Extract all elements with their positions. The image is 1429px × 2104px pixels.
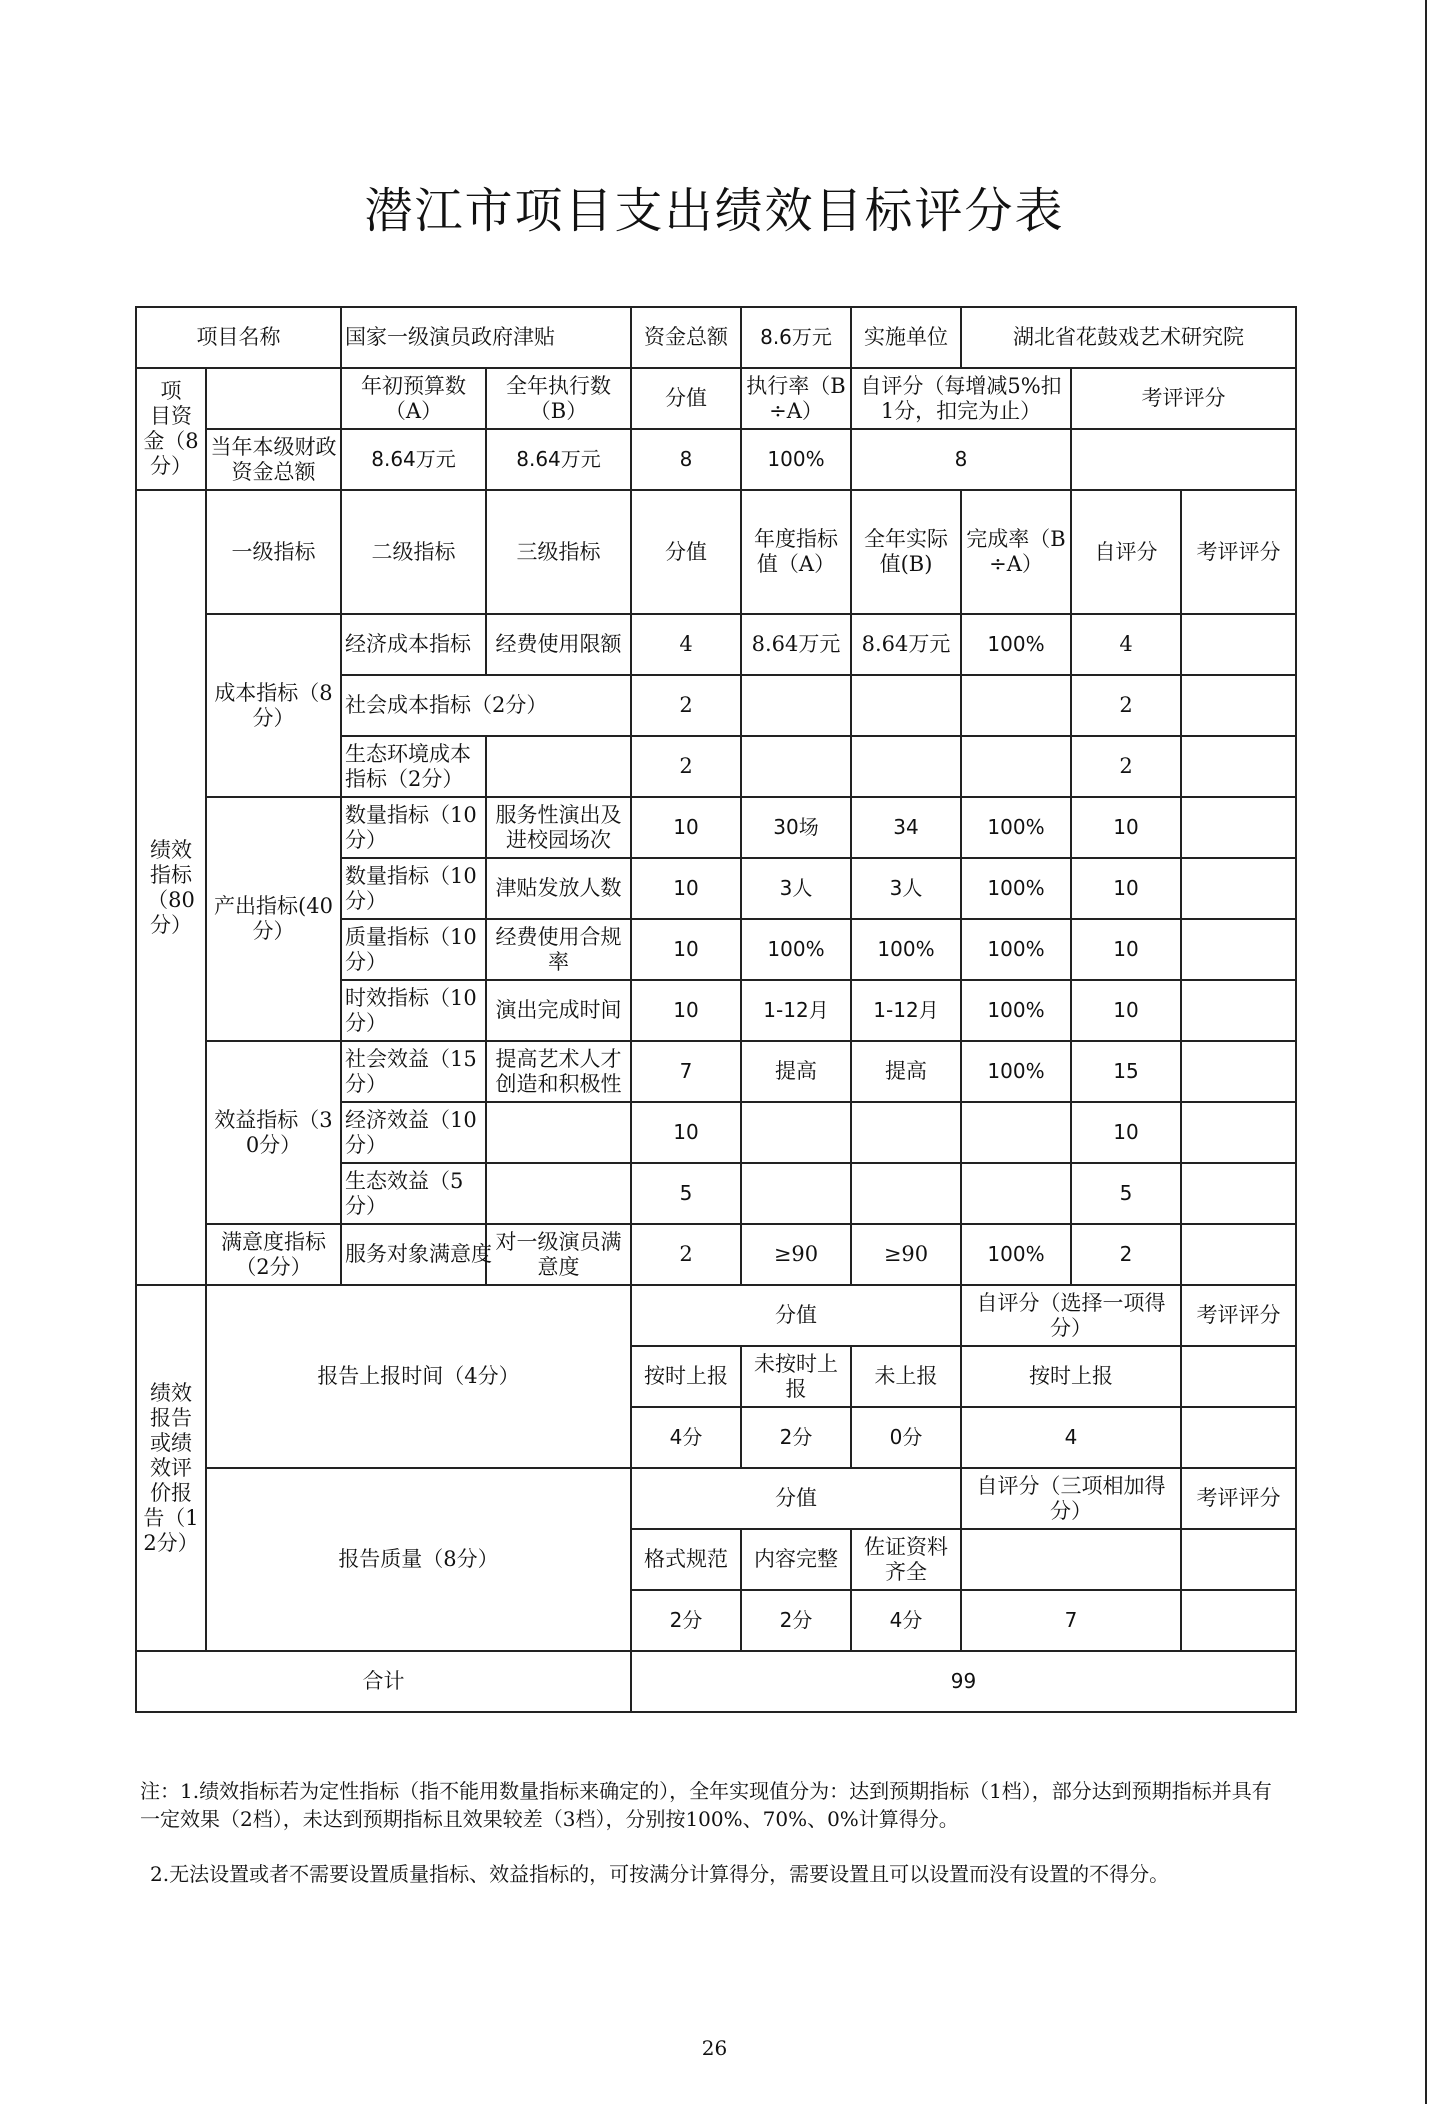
- perf-l3-cell: 津贴发放人数: [486, 858, 631, 919]
- funds-score-header: 分值: [631, 368, 741, 429]
- perf-target-cell: [741, 675, 851, 736]
- page-edge-line: [1425, 0, 1427, 2104]
- perf-self-cell: 4: [1071, 614, 1181, 675]
- perf-l3-cell: 演出完成时间: [486, 980, 631, 1041]
- total-value: 99: [631, 1651, 1296, 1712]
- project-info-row: [136, 307, 1296, 368]
- perf-l3-cell: [486, 1163, 631, 1224]
- benefit-indicator-label: 效益指标（30分）: [206, 1041, 341, 1224]
- perf-rate-cell: 100%: [961, 980, 1071, 1041]
- unit-value: 湖北省花鼓戏艺术研究院: [961, 307, 1296, 368]
- perf-actual-cell: [851, 675, 961, 736]
- rate-value: 100%: [741, 429, 851, 490]
- perf-review-cell: [1181, 919, 1296, 980]
- funds-score-value: 8: [631, 429, 741, 490]
- perf-target-cell: [741, 1102, 851, 1163]
- perf-rate-header: 完成率（B÷A）: [961, 490, 1071, 614]
- perf-actual-cell: 34: [851, 797, 961, 858]
- budget-header: 年初预算数（A）: [341, 368, 486, 429]
- report-quality-self-score: 7: [961, 1590, 1181, 1651]
- perf-l3-header: 三级指标: [486, 490, 631, 614]
- perf-actual-cell: 提高: [851, 1041, 961, 1102]
- perf-review-cell: [1181, 1102, 1296, 1163]
- perf-actual-cell: 100%: [851, 919, 961, 980]
- perf-actual-cell: [851, 1163, 961, 1224]
- report-section-label: 绩效报告或绩效评价报告（12分）: [136, 1285, 206, 1651]
- table-row: [136, 614, 1296, 675]
- note-2: 2.无法设置或者不需要设置质量指标、效益指标的，可按满分计算得分，需要设置且可以设置而没有设置的不得分。: [150, 1862, 1170, 1886]
- perf-review-cell: [1181, 675, 1296, 736]
- perf-review-cell: [1181, 1224, 1296, 1285]
- perf-self-cell: 2: [1071, 1224, 1181, 1285]
- page-number: 26: [701, 2036, 728, 2060]
- report-option-none: 未上报: [851, 1346, 961, 1407]
- report-quality-format-points: 2分: [631, 1590, 741, 1651]
- report-time-header-row: [136, 1285, 1296, 1346]
- table-row: [136, 1224, 1296, 1285]
- funds-self-value: 8: [851, 429, 1071, 490]
- report-time-review-label: 考评评分: [1181, 1285, 1296, 1346]
- perf-rate-cell: 100%: [961, 919, 1071, 980]
- perf-self-cell: 10: [1071, 919, 1181, 980]
- perf-score-cell: 2: [631, 1224, 741, 1285]
- funds-review-value: [1071, 429, 1296, 490]
- funds-data-row: [136, 429, 1296, 490]
- fund-total-label: 资金总额: [631, 307, 741, 368]
- perf-rate-cell: 100%: [961, 1041, 1071, 1102]
- perf-review-cell: [1181, 1163, 1296, 1224]
- perf-review-cell: [1181, 980, 1296, 1041]
- report-quality-header-row: [136, 1468, 1296, 1529]
- perf-l2-cell: 服务对象满意度: [341, 1224, 486, 1285]
- table-row: [136, 797, 1296, 858]
- satisfaction-indicator-label: 满意度指标（2分）: [206, 1224, 341, 1285]
- perf-review-cell: [1181, 614, 1296, 675]
- report-quality-format: 格式规范: [631, 1529, 741, 1590]
- perf-self-cell: 10: [1071, 797, 1181, 858]
- report-quality-content-points: 2分: [741, 1590, 851, 1651]
- report-option-ontime: 按时上报: [631, 1346, 741, 1407]
- output-indicator-label: 产出指标(40分）: [206, 797, 341, 1041]
- perf-rate-cell: [961, 675, 1071, 736]
- perf-target-cell: [741, 736, 851, 797]
- page-title: 潜江市项目支出绩效目标评分表: [364, 183, 1065, 239]
- perf-l3-cell: 对一级演员满意度: [486, 1224, 631, 1285]
- perf-score-cell: 10: [631, 858, 741, 919]
- report-quality-score-label: 分值: [631, 1468, 961, 1529]
- report-time-review-score: [1181, 1407, 1296, 1468]
- perf-l3-cell: 提高艺术人才创造和积极性: [486, 1041, 631, 1102]
- perf-l2-cell: 时效指标（10分）: [341, 980, 486, 1041]
- report-quality-label: 报告质量（8分）: [206, 1468, 631, 1651]
- unit-label: 实施单位: [851, 307, 961, 368]
- perf-self-cell: 10: [1071, 980, 1181, 1041]
- perf-section-label: 绩效指标（80分）: [136, 490, 206, 1285]
- report-time-self-value: 按时上报: [961, 1346, 1181, 1407]
- perf-l2-cell: 社会效益（15分）: [341, 1041, 486, 1102]
- perf-self-cell: 15: [1071, 1041, 1181, 1102]
- perf-l1-header: 一级指标: [206, 490, 341, 614]
- perf-l3-cell: [486, 736, 631, 797]
- perf-rate-cell: [961, 1163, 1071, 1224]
- perf-target-cell: 8.64万元: [741, 614, 851, 675]
- perf-l3-cell: 经费使用限额: [486, 614, 631, 675]
- perf-score-cell: 10: [631, 980, 741, 1041]
- perf-score-cell: 10: [631, 919, 741, 980]
- report-quality-content: 内容完整: [741, 1529, 851, 1590]
- report-quality-review-score: [1181, 1590, 1296, 1651]
- funds-row-label: 当年本级财政资金总额: [206, 429, 341, 490]
- funds-header-row: [136, 368, 1296, 429]
- perf-self-cell: 10: [1071, 858, 1181, 919]
- funds-self-header: 自评分（每增减5%扣1分，扣完为止）: [851, 368, 1071, 429]
- perf-review-cell: [1181, 797, 1296, 858]
- perf-l3-cell: [486, 1102, 631, 1163]
- perf-self-cell: 2: [1071, 736, 1181, 797]
- executed-value: 8.64万元: [486, 429, 631, 490]
- perf-l2-header: 二级指标: [341, 490, 486, 614]
- perf-actual-cell: ≥90: [851, 1224, 961, 1285]
- perf-actual-cell: 3人: [851, 858, 961, 919]
- perf-target-cell: 100%: [741, 919, 851, 980]
- perf-l2-cell: 质量指标（10分）: [341, 919, 486, 980]
- report-quality-review-label: 考评评分: [1181, 1468, 1296, 1529]
- perf-self-cell: 5: [1071, 1163, 1181, 1224]
- report-time-label: 报告上报时间（4分）: [206, 1285, 631, 1468]
- report-points-ontime: 4分: [631, 1407, 741, 1468]
- perf-target-cell: 提高: [741, 1041, 851, 1102]
- perf-target-cell: 1-12月: [741, 980, 851, 1041]
- report-time-score-label: 分值: [631, 1285, 961, 1346]
- perf-target-cell: 3人: [741, 858, 851, 919]
- perf-actual-cell: [851, 1102, 961, 1163]
- cost-indicator-label: 成本指标（8分）: [206, 614, 341, 797]
- perf-score-cell: 4: [631, 614, 741, 675]
- perf-rate-cell: 100%: [961, 858, 1071, 919]
- funds-section-label: 项 目资 金（8分）: [136, 368, 206, 490]
- perf-l3-cell: 服务性演出及进校园场次: [486, 797, 631, 858]
- total-row: [136, 1651, 1296, 1712]
- perf-self-cell: 10: [1071, 1102, 1181, 1163]
- score-table: [135, 306, 1297, 1713]
- perf-score-cell: 7: [631, 1041, 741, 1102]
- funds-empty-cell: [206, 368, 341, 429]
- perf-l2-cell: 经济效益（10分）: [341, 1102, 486, 1163]
- perf-score-header: 分值: [631, 490, 741, 614]
- perf-rate-cell: [961, 736, 1071, 797]
- perf-l2-cell: 数量指标（10分）: [341, 797, 486, 858]
- budget-value: 8.64万元: [341, 429, 486, 490]
- note-1: 注：1.绩效指标若为定性指标（指不能用数量指标来确定的），全年实现值分为：达到预期指标（1档），部分达到预期指标并具有一定效果（2档），未达到预期指标且效果较差（3档），分别按100%、70%、0%计算得分。: [140, 1779, 1272, 1831]
- perf-actual-cell: 1-12月: [851, 980, 961, 1041]
- perf-l3-cell: 经费使用合规率: [486, 919, 631, 980]
- perf-rate-cell: 100%: [961, 614, 1071, 675]
- perf-actual-cell: [851, 736, 961, 797]
- perf-l2-cell: 生态效益（5分）: [341, 1163, 486, 1224]
- perf-score-cell: 2: [631, 675, 741, 736]
- perf-review-header: 考评评分: [1181, 490, 1296, 614]
- report-time-review-value: [1181, 1346, 1296, 1407]
- rate-header: 执行率（B÷A）: [741, 368, 851, 429]
- perf-score-cell: 2: [631, 736, 741, 797]
- report-quality-evidence-points: 4分: [851, 1590, 961, 1651]
- report-quality-self-blank: [961, 1529, 1181, 1590]
- perf-rate-cell: 100%: [961, 797, 1071, 858]
- table-row: [136, 1041, 1296, 1102]
- perf-l2-cell: 社会成本指标（2分）: [341, 675, 631, 736]
- report-points-none: 0分: [851, 1407, 961, 1468]
- funds-review-header: 考评评分: [1071, 368, 1296, 429]
- total-label: 合计: [136, 1651, 631, 1712]
- report-points-late: 2分: [741, 1407, 851, 1468]
- perf-actual-header: 全年实际值(B): [851, 490, 961, 614]
- perf-self-cell: 2: [1071, 675, 1181, 736]
- perf-target-cell: [741, 1163, 851, 1224]
- report-quality-evidence: 佐证资料齐全: [851, 1529, 961, 1590]
- perf-review-cell: [1181, 1041, 1296, 1102]
- perf-review-cell: [1181, 858, 1296, 919]
- report-quality-review-blank: [1181, 1529, 1296, 1590]
- perf-review-cell: [1181, 736, 1296, 797]
- perf-rate-cell: 100%: [961, 1224, 1071, 1285]
- report-time-self-label: 自评分（选择一项得分）: [961, 1285, 1181, 1346]
- perf-header-row: [136, 490, 1296, 614]
- report-quality-self-label: 自评分（三项相加得分）: [961, 1468, 1181, 1529]
- perf-l2-cell: 数量指标（10分）: [341, 858, 486, 919]
- perf-l2-cell: 生态环境成本指标（2分）: [341, 736, 486, 797]
- report-option-late: 未按时上报: [741, 1346, 851, 1407]
- fund-total-value: 8.6万元: [741, 307, 851, 368]
- project-name-label: 项目名称: [136, 307, 341, 368]
- perf-rate-cell: [961, 1102, 1071, 1163]
- perf-target-header: 年度指标值（A）: [741, 490, 851, 614]
- report-time-self-score: 4: [961, 1407, 1181, 1468]
- executed-header: 全年执行数（B）: [486, 368, 631, 429]
- perf-actual-cell: 8.64万元: [851, 614, 961, 675]
- perf-target-cell: 30场: [741, 797, 851, 858]
- perf-self-header: 自评分: [1071, 490, 1181, 614]
- perf-target-cell: ≥90: [741, 1224, 851, 1285]
- perf-score-cell: 10: [631, 1102, 741, 1163]
- perf-l2-cell: 经济成本指标: [341, 614, 486, 675]
- project-name-value: 国家一级演员政府津贴: [341, 307, 631, 368]
- perf-score-cell: 10: [631, 797, 741, 858]
- perf-score-cell: 5: [631, 1163, 741, 1224]
